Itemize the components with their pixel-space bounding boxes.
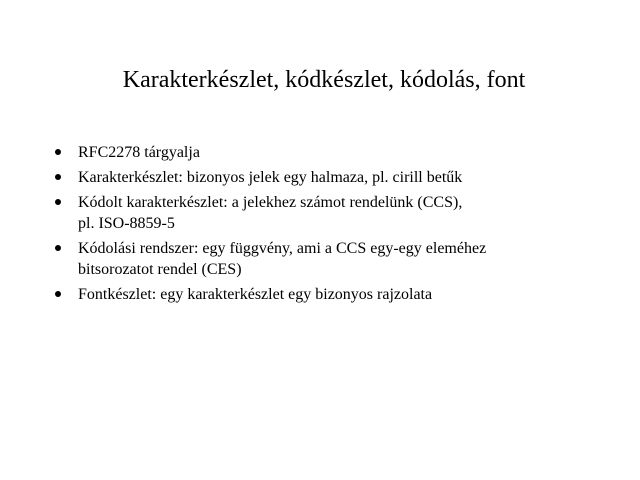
bullet-text: Karakterkészlet: bizonyos jelek egy halmaza, pl. cirill betűk [78,169,463,186]
bullet-text-continuation: bitsorozatot rendel (CES) [78,261,242,278]
bullet-icon [55,174,61,180]
bullet-icon [55,291,61,297]
bullet-text: Kódolási rendszer: egy függvény, ami a CCS egy-egy eleméhez [78,240,487,257]
bullet-item [52,238,612,280]
bullet-item [52,192,612,234]
bullet-list [52,142,612,309]
slide-title: Karakterkészlet, kódkészlet, kódolás, font [122,67,526,93]
bullet-icon [55,149,61,155]
bullet-text: RFC2278 tárgyalja [78,144,200,161]
bullet-text: Fontkészlet: egy karakterkészlet egy bizonyos rajzolata [78,286,433,303]
bullet-item [52,142,612,163]
bullet-item [52,284,612,305]
bullet-icon [55,245,61,251]
bullet-text: Kódolt karakterkészlet: a jelekhez számot rendelünk (CCS), [78,194,463,211]
bullet-icon [55,199,61,205]
bullet-text-continuation: pl. ISO-8859-5 [78,215,175,232]
bullet-item [52,167,612,188]
